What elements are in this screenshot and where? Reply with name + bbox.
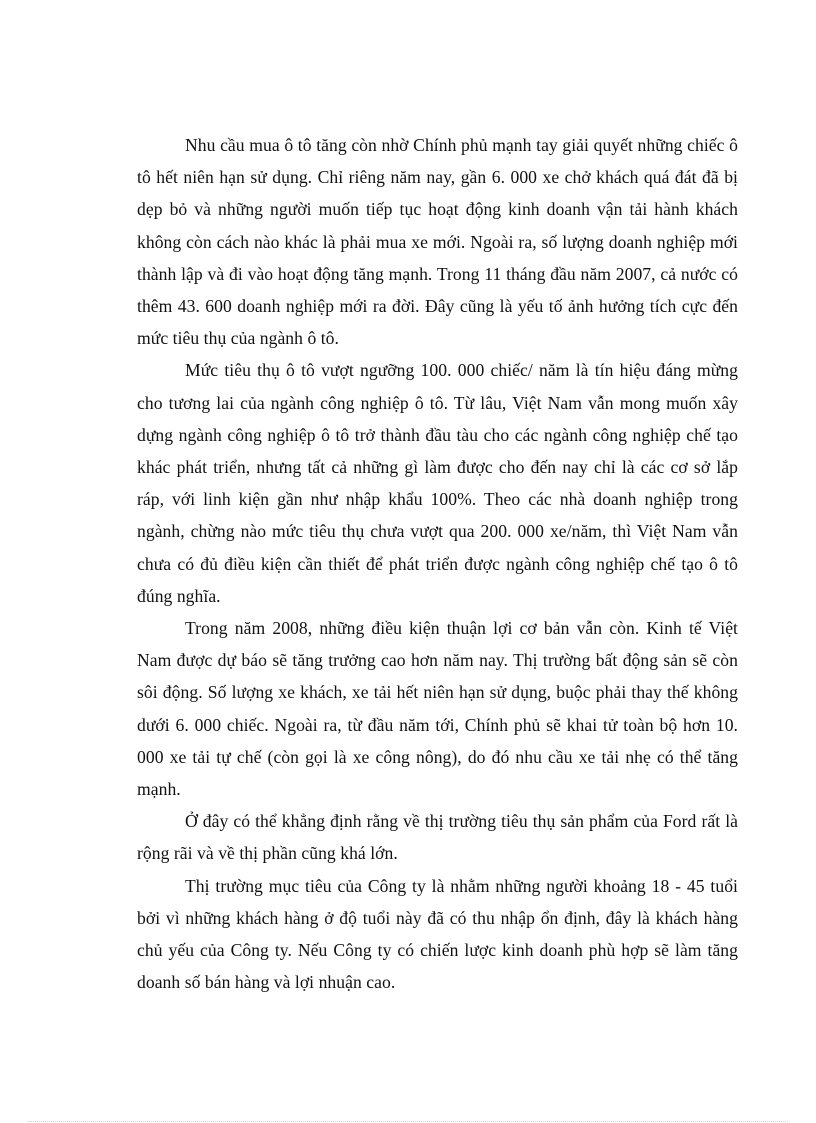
document-body (137, 129, 738, 998)
paragraph-2008-outlook: Trong năm 2008, những điều kiện thuận lợi cơ bản vẫn còn. Kinh tế Việt Nam được dự báo sẽ tăng trưởng cao hơn năm nay. Thị trường bất động sản sẽ còn sôi động. Số lượng xe khách, xe tải hết niên hạn sử dụng, buộc phải thay thế không dưới 6. 000 chiếc. Ngoài ra, từ đầu năm tới, Chính phủ sẽ khai tử toàn bộ hơn 10. 000 xe tải tự chế (còn gọi là xe công nông), do đó nhu cầu xe tải nhẹ có thể tăng mạnh. (137, 618, 738, 800)
paragraph-ford-market: Ở đây có thể khẳng định rằng về thị trường tiêu thụ sản phẩm của Ford rất là rộng rãi và về thị phần cũng khá lớn. (137, 811, 738, 864)
page-bottom-divider (28, 1121, 788, 1122)
paragraph-consumption: Mức tiêu thụ ô tô vượt ngưỡng 100. 000 chiếc/ năm là tín hiệu đáng mừng cho tương lai của ngành công nghiệp ô tô. Từ lâu, Việt Nam vẫn mong muốn xây dựng ngành công nghiệp ô tô trở thành đầu tàu cho các ngành công nghiệp chế tạo khác phát triển, nhưng tất cả những gì làm được cho đến nay chỉ là các cơ sở lắp ráp, với linh kiện gần như nhập khẩu 100%. Theo các nhà doanh nghiệp trong ngành, chừng nào mức tiêu thụ chưa vượt qua 200. 000 xe/năm, thì Việt Nam vẫn chưa có đủ điều kiện cần thiết để phát triển được ngành công nghiệp chế tạo ô tô đúng nghĩa. (137, 360, 738, 606)
paragraph-target-market: Thị trường mục tiêu của Công ty là nhằm những người khoảng 18 - 45 tuổi bởi vì những khách hàng ở độ tuổi này đã có thu nhập ổn định, đây là khách hàng chủ yếu của Công ty. Nếu Công ty có chiến lược kinh doanh phù hợp sẽ làm tăng doanh số bán hàng và lợi nhuận cao. (137, 875, 738, 993)
paragraph-demand: Nhu cầu mua ô tô tăng còn nhờ Chính phủ mạnh tay giải quyết những chiếc ô tô hết niên hạn sử dụng. Chỉ riêng năm nay, gần 6. 000 xe chở khách quá đát đã bị dẹp bỏ và những người muốn tiếp tục hoạt động kinh doanh vận tải hành khách không còn cách nào khác là phải mua xe mới. Ngoài ra, số lượng doanh nghiệp mới thành lập và đi vào hoạt động tăng mạnh. Trong 11 tháng đầu năm 2007, cả nước có thêm 43. 600 doanh nghiệp mới ra đời. Đây cũng là yếu tố ảnh hưởng tích cực đến mức tiêu thụ của ngành ô tô. (137, 135, 738, 349)
